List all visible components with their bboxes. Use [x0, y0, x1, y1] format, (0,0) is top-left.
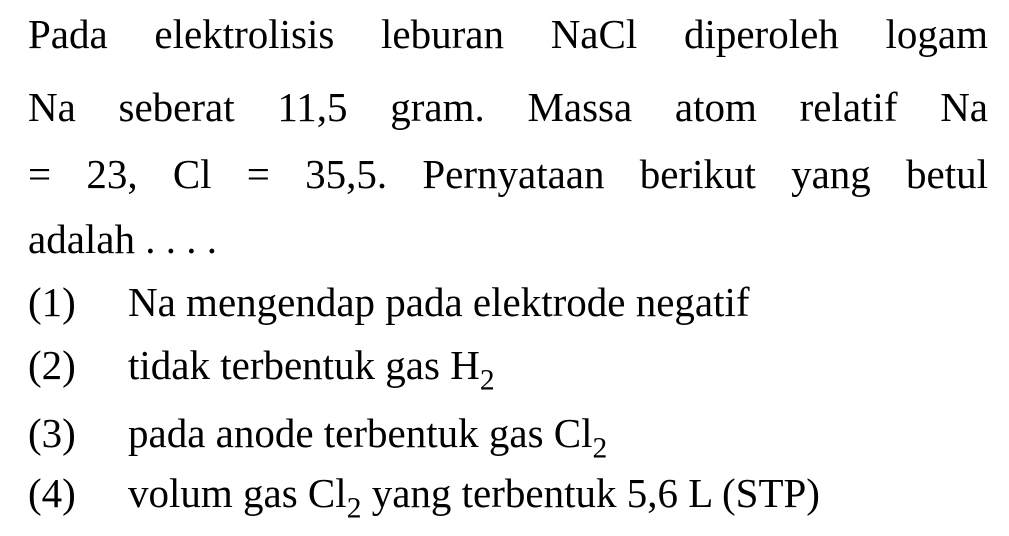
- option-text: [128, 410, 608, 465]
- subscript: 2: [479, 364, 495, 397]
- question-line-1: Pada elektrolisis leburan NaCl diperoleh logam: [28, 11, 988, 57]
- question-line-4: adalah . . . .: [28, 216, 217, 262]
- option-text-main: volum gas Cl: [128, 470, 347, 516]
- option-text-main: tidak terbentuk gas H: [128, 342, 480, 388]
- option-text: [128, 470, 820, 525]
- option-text-main: pada anode terbentuk gas Cl: [128, 410, 593, 456]
- option-number: (1): [28, 279, 76, 325]
- option-text: Na mengendap pada elektrode negatif: [128, 279, 750, 325]
- option-number: (4): [28, 470, 76, 516]
- question-line-2: Na seberat 11,5 gram. Massa atom relatif Na: [28, 84, 988, 130]
- option-text-tail: yang terbentuk 5,6 L (STP): [361, 470, 820, 516]
- question-line-3: = 23, Cl = 35,5. Pernyataan berikut yang betul: [28, 151, 988, 197]
- option-number: (2): [28, 342, 76, 388]
- subscript: 2: [346, 492, 362, 525]
- option-number: (3): [28, 410, 76, 456]
- subscript: 2: [592, 432, 608, 465]
- option-text: [128, 342, 495, 397]
